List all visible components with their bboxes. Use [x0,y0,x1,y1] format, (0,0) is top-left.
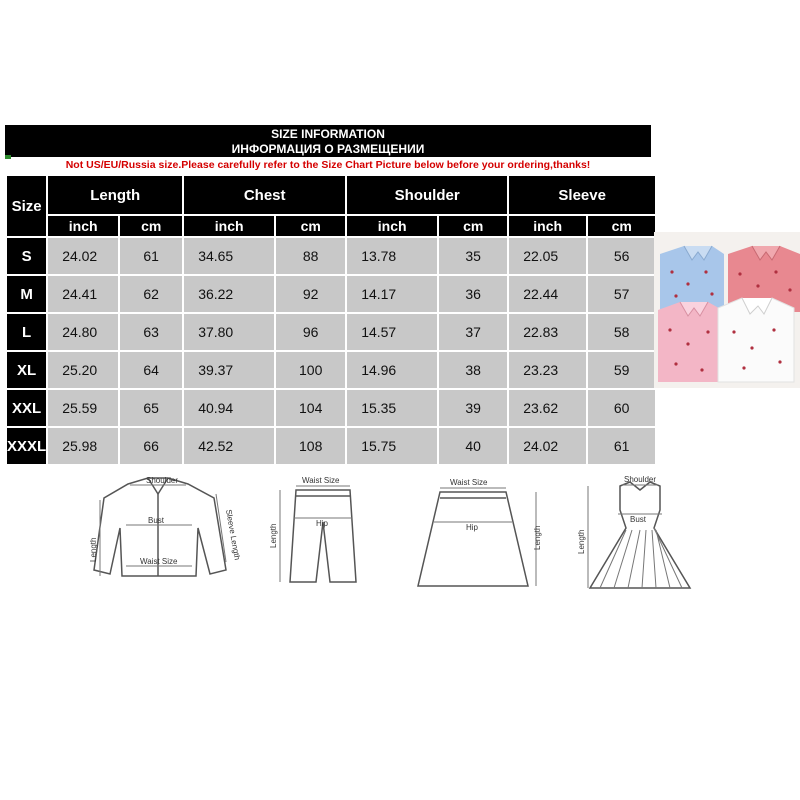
unit-header-inch: inch [184,216,274,236]
unit-header-cm: cm [588,216,655,236]
size-chart-table [5,174,657,466]
dress-length-label: Length [577,529,586,554]
measurement-cm-cell: 40 [439,428,507,464]
pants-diagram [269,476,356,582]
shirt-waist-label: Waist Size [140,557,178,566]
chest-header: Chest [184,176,345,214]
header-title-ru: ИНФОРМАЦИЯ О РАЗМЕЩЕНИИ [231,142,425,156]
measurement-inch-cell: 39.37 [184,352,274,388]
shirt-shoulder-label: Shoulder [146,476,179,485]
measurement-cm-cell: 59 [588,352,655,388]
measurement-cm-cell: 61 [588,428,655,464]
measurement-cm-cell: 100 [276,352,345,388]
measurement-inch-cell: 14.57 [347,314,437,350]
size-label: XXXL [7,428,46,464]
measurement-inch-cell: 25.20 [48,352,118,388]
size-label: XXL [7,390,46,426]
measurement-inch-cell: 24.02 [48,238,118,274]
measurement-inch-cell: 15.75 [347,428,437,464]
unit-header-cm: cm [120,216,182,236]
pants-length-label: Length [269,523,278,548]
measurement-cm-cell: 96 [276,314,345,350]
size-label: M [7,276,46,312]
measurement-cm-cell: 88 [276,238,345,274]
size-label: XL [7,352,46,388]
dress-bust-label: Bust [630,515,647,524]
measurement-inch-cell: 15.35 [347,390,437,426]
size-row [7,390,655,426]
size-information-header [5,125,651,157]
pants-waist-label: Waist Size [302,476,340,485]
measurement-cm-cell: 39 [439,390,507,426]
dress-diagram [577,475,690,588]
product-photo-shirts [654,232,800,388]
measurement-cm-cell: 65 [120,390,182,426]
size-row [7,428,655,464]
size-label: L [7,314,46,350]
measurement-inch-cell: 13.78 [347,238,437,274]
measurement-inch-cell: 34.65 [184,238,274,274]
shirt-length-label: Length [89,537,98,562]
skirt-diagram [418,478,542,586]
size-row [7,314,655,350]
measurement-cm-cell: 60 [588,390,655,426]
measurement-cm-cell: 37 [439,314,507,350]
measurement-inch-cell: 25.59 [48,390,118,426]
measurement-cm-cell: 108 [276,428,345,464]
measurement-cm-cell: 56 [588,238,655,274]
shirt-sleeve-label: Sleeve Length [224,508,242,561]
measurement-cm-cell: 61 [120,238,182,274]
measurement-cm-cell: 58 [588,314,655,350]
measurement-cm-cell: 92 [276,276,345,312]
measurement-inch-cell: 22.44 [509,276,586,312]
sleeve-header: Sleeve [509,176,655,214]
size-row [7,276,655,312]
shirt-diagram [89,476,242,576]
measurement-inch-cell: 24.80 [48,314,118,350]
measurement-cm-cell: 104 [276,390,345,426]
unit-header-cm: cm [276,216,345,236]
measurement-diagrams [0,470,800,610]
measurement-inch-cell: 24.02 [509,428,586,464]
skirt-length-label: Length [533,525,542,550]
measurement-inch-cell: 25.98 [48,428,118,464]
length-header: Length [48,176,182,214]
measurement-inch-cell: 23.62 [509,390,586,426]
measurement-inch-cell: 22.05 [509,238,586,274]
unit-header-inch: inch [347,216,437,236]
measurement-inch-cell: 37.80 [184,314,274,350]
measurement-inch-cell: 23.23 [509,352,586,388]
header-title-en: SIZE INFORMATION [271,127,385,141]
measurement-cm-cell: 64 [120,352,182,388]
measurement-cm-cell: 35 [439,238,507,274]
measurement-cm-cell: 36 [439,276,507,312]
dress-shoulder-label: Shoulder [624,475,657,484]
measurement-inch-cell: 14.17 [347,276,437,312]
unit-header-inch: inch [48,216,118,236]
measurement-inch-cell: 36.22 [184,276,274,312]
measurement-cm-cell: 57 [588,276,655,312]
measurement-inch-cell: 42.52 [184,428,274,464]
measurement-cm-cell: 62 [120,276,182,312]
measurement-inch-cell: 22.83 [509,314,586,350]
size-row [7,238,655,274]
measurement-cm-cell: 38 [439,352,507,388]
size-column-header: Size [7,176,46,236]
size-row [7,352,655,388]
shoulder-header: Shoulder [347,176,507,214]
shirt-bust-label: Bust [148,516,165,525]
skirt-waist-label: Waist Size [450,478,488,487]
measurement-inch-cell: 40.94 [184,390,274,426]
measurement-inch-cell: 14.96 [347,352,437,388]
pants-hip-label: Hip [316,519,329,528]
measurement-cm-cell: 63 [120,314,182,350]
skirt-hip-label: Hip [466,523,479,532]
size-notice: Not US/EU/Russia size.Please carefully refer to the Size Chart Picture below before your ordering,thanks! [65,159,591,171]
unit-header-inch: inch [509,216,586,236]
measurement-inch-cell: 24.41 [48,276,118,312]
measurement-cm-cell: 66 [120,428,182,464]
unit-header-cm: cm [439,216,507,236]
size-label: S [7,238,46,274]
